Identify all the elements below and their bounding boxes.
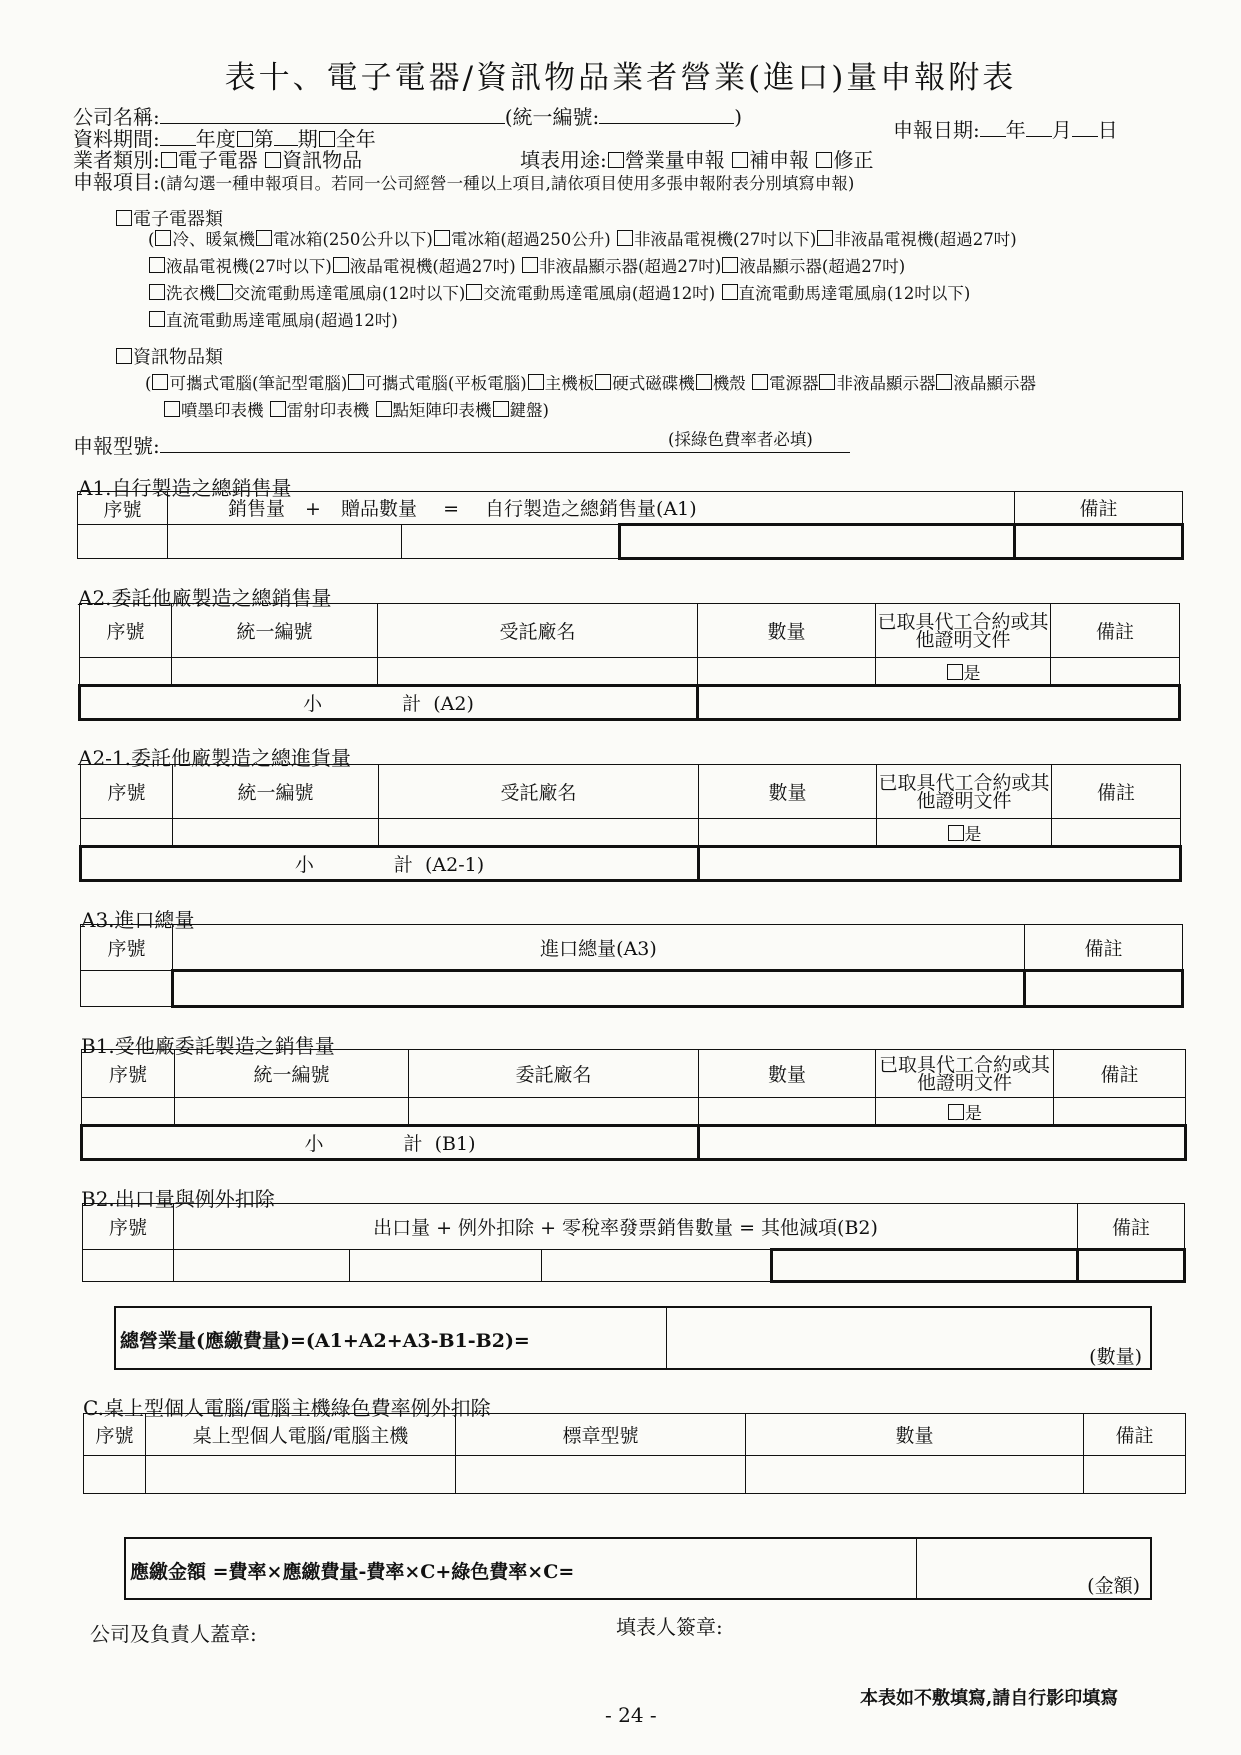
a2-title: A2.委託他廠製造之總銷售量 bbox=[78, 586, 332, 610]
period-di-label: 第 bbox=[253, 127, 274, 151]
info-item-checkbox[interactable] bbox=[936, 374, 952, 390]
total-formula: 總營業量(應繳費量)=(A1+A2+A3-B1-B2)= bbox=[120, 1330, 530, 1352]
a3-total-cell[interactable] bbox=[173, 971, 1025, 1007]
item-label: 申報項目: bbox=[73, 170, 160, 194]
a21-doc-cell bbox=[877, 819, 1052, 847]
elec-item-checkbox[interactable] bbox=[256, 230, 272, 246]
info-item-checkbox[interactable] bbox=[493, 401, 509, 417]
c-pc-header: 桌上型個人電腦/電腦主機 bbox=[146, 1414, 456, 1456]
elec-class-checkbox[interactable] bbox=[116, 210, 132, 226]
company-label: 公司名稱: bbox=[73, 105, 160, 129]
a1-sales-cell[interactable] bbox=[168, 525, 402, 559]
period-row bbox=[73, 127, 376, 150]
cat-electronic-checkbox[interactable] bbox=[161, 152, 177, 168]
a2-qty-cell[interactable] bbox=[698, 658, 876, 686]
purpose-3-checkbox[interactable] bbox=[816, 152, 832, 168]
elec-item-label: 交流電動馬達電風扇(超過12吋) bbox=[483, 284, 716, 303]
elec-item-label: 液晶顯示器(超過27吋) bbox=[739, 257, 906, 276]
b1-subtotal-label bbox=[82, 1126, 699, 1160]
info-item-label: 可攜式電腦(筆記型電腦) bbox=[169, 374, 348, 393]
a2-remark-header: 備註 bbox=[1051, 604, 1180, 658]
a1-sales-label: 銷售量 bbox=[228, 498, 286, 520]
total-value-field[interactable] bbox=[668, 1308, 1148, 1368]
b1-qty-cell[interactable] bbox=[699, 1098, 876, 1126]
date-day-field[interactable] bbox=[1072, 118, 1098, 137]
period-number-field[interactable] bbox=[274, 127, 298, 146]
elec-item-checkbox[interactable] bbox=[155, 230, 171, 246]
purpose-2-label: 補申報 bbox=[749, 148, 810, 172]
date-day-label: 日 bbox=[1097, 118, 1118, 142]
elec-item-label: 洗衣機 bbox=[166, 284, 216, 303]
b2-exception-cell[interactable] bbox=[350, 1250, 542, 1282]
purpose-row bbox=[520, 149, 873, 171]
period-full-label: 全年 bbox=[335, 127, 376, 151]
b2-zero-tax-cell[interactable] bbox=[542, 1250, 772, 1282]
a21-taxid-cell[interactable] bbox=[173, 819, 379, 847]
b1-doc-checkbox[interactable] bbox=[948, 1104, 964, 1120]
a2-seq-cell[interactable] bbox=[80, 658, 172, 686]
a21-doc-header: 已取具代工合約或其他證明文件 bbox=[877, 765, 1052, 819]
date-label: 申報日期: bbox=[893, 118, 980, 142]
period-year-field[interactable] bbox=[160, 127, 196, 146]
b1-subtotal-b: 計 bbox=[403, 1133, 423, 1155]
elec-items-line1: ( 冷、暖氣機 電冰箱(250公升以下) 電冰箱(超過250公升) 非液晶電視機(27吋以下) 非液晶電視機(超過27吋) bbox=[148, 230, 1017, 249]
b2-export-cell[interactable] bbox=[174, 1250, 350, 1282]
elec-item-label: 電冰箱(超過250公升) bbox=[450, 230, 611, 249]
date-year-field[interactable] bbox=[980, 118, 1006, 137]
a1-total-label: 自行製造之總銷售量(A1) bbox=[485, 498, 697, 520]
b1-yes-label: 是 bbox=[965, 1103, 982, 1124]
elec-items-line3 bbox=[148, 280, 970, 307]
elec-item-label: 非液晶電視機(27吋以下) bbox=[633, 230, 817, 249]
info-class-checkbox[interactable] bbox=[116, 348, 132, 364]
date-row bbox=[893, 118, 1118, 141]
c-table bbox=[83, 1413, 1186, 1494]
elec-item-label: 交流電動馬達電風扇(12吋以下) bbox=[233, 284, 466, 303]
a1-seq-cell[interactable] bbox=[78, 525, 168, 559]
b2-remark-cell[interactable] bbox=[1078, 1250, 1185, 1282]
elec-item-label: 非液晶電視機(超過27吋) bbox=[834, 230, 1017, 249]
a21-subtotal-cell[interactable] bbox=[699, 847, 1181, 881]
period-quarter-checkbox[interactable] bbox=[237, 131, 253, 147]
period-year-label: 年度 bbox=[195, 127, 236, 151]
company-row bbox=[73, 105, 742, 128]
a1-title: A1.自行製造之總銷售量 bbox=[78, 476, 292, 500]
b2-title: B2.出口量與例外扣除 bbox=[81, 1187, 275, 1211]
elec-item-label: 直流電動馬達電風扇(12吋以下) bbox=[738, 284, 971, 303]
a21-subtotal-b: 計 bbox=[393, 854, 413, 876]
copy-note: 本表如不敷填寫,請自行影印填寫 bbox=[860, 1688, 1119, 1709]
c-label-header: 標章型號 bbox=[456, 1414, 746, 1456]
c-title: C.桌上型個人電腦/電腦主機綠色費率例外扣除 bbox=[83, 1396, 491, 1420]
info-item-label: 噴墨印表機 bbox=[181, 401, 264, 420]
tax-id-close: ) bbox=[734, 105, 743, 129]
purpose-label: 填表用途: bbox=[520, 148, 607, 172]
a2-taxid-header: 統一編號 bbox=[172, 604, 378, 658]
purpose-3-label: 修正 bbox=[833, 148, 874, 172]
cat-info-checkbox[interactable] bbox=[265, 152, 281, 168]
a21-seq-cell[interactable] bbox=[81, 819, 173, 847]
elec-item-checkbox[interactable] bbox=[149, 284, 165, 300]
elec-item-checkbox[interactable] bbox=[149, 257, 165, 273]
a2-remark-cell[interactable] bbox=[1051, 658, 1180, 686]
a1-seq-header: 序號 bbox=[78, 492, 168, 525]
info-item-label: 點矩陣印表機 bbox=[392, 401, 492, 420]
info-item-label: 機殼 bbox=[712, 374, 746, 393]
info-item-label: 主機板 bbox=[544, 374, 595, 393]
b2-remark-header: 備註 bbox=[1078, 1204, 1185, 1250]
cat-electronic-label: 電子電器 bbox=[177, 148, 258, 172]
a21-remark-cell[interactable] bbox=[1052, 819, 1181, 847]
c-qty-header: 數量 bbox=[746, 1414, 1084, 1456]
b2-seq-cell[interactable] bbox=[83, 1250, 174, 1282]
a3-remark-cell[interactable] bbox=[1025, 971, 1183, 1007]
elec-item-checkbox[interactable] bbox=[434, 230, 450, 246]
a21-qty-cell[interactable] bbox=[699, 819, 877, 847]
c-remark-header: 備註 bbox=[1084, 1414, 1186, 1456]
info-item-checkbox[interactable] bbox=[164, 401, 180, 417]
b1-seq-cell[interactable] bbox=[82, 1098, 175, 1126]
b1-subtotal-a: 小 bbox=[304, 1133, 324, 1155]
c-seq-cell[interactable] bbox=[84, 1456, 146, 1494]
a21-qty-header: 數量 bbox=[699, 765, 877, 819]
info-items-line2: 噴墨印表機 雷射印表機 點矩陣印表機 鍵盤) bbox=[163, 397, 549, 424]
period-full-checkbox[interactable] bbox=[319, 131, 335, 147]
b2-formula-header: 出口量 + 例外扣除 + 零稅率發票銷售數量 = 其他減項(B2) bbox=[174, 1204, 1078, 1250]
a1-formula-header bbox=[168, 492, 1015, 525]
a2-doc-cell bbox=[876, 658, 1051, 686]
a3-table bbox=[80, 924, 1184, 1008]
a21-seq-header: 序號 bbox=[81, 765, 173, 819]
a2-table bbox=[78, 603, 1181, 721]
b1-remark-header: 備註 bbox=[1054, 1050, 1186, 1098]
info-item-label: 雷射印表機 bbox=[286, 401, 370, 420]
a1-total-cell[interactable] bbox=[620, 525, 1015, 559]
c-qty-cell[interactable] bbox=[746, 1456, 1084, 1494]
item-note: (請勾選一種申報項目。若同一公司經營一種以上項目,請依項目使用多張申報附表分別填寫申報) bbox=[159, 174, 855, 193]
a2-qty-header: 數量 bbox=[698, 604, 876, 658]
a2-doc-checkbox[interactable] bbox=[947, 664, 963, 680]
c-seq-header: 序號 bbox=[84, 1414, 146, 1456]
info-item-checkbox[interactable] bbox=[528, 374, 544, 390]
purpose-1-label: 營業量申報 bbox=[624, 148, 725, 172]
elec-item-label: 冷、暖氣機 bbox=[172, 230, 255, 249]
b1-table bbox=[80, 1049, 1187, 1161]
b1-factory-header: 委託廠名 bbox=[409, 1050, 699, 1098]
c-remark-cell[interactable] bbox=[1084, 1456, 1186, 1494]
model-label: 申報型號: bbox=[73, 434, 160, 458]
fee-box bbox=[124, 1537, 1152, 1600]
seal-label: 公司及負責人蓋章: bbox=[90, 1622, 257, 1646]
info-item-label: 可攜式電腦(平板電腦) bbox=[365, 374, 527, 393]
b2-seq-header: 序號 bbox=[83, 1204, 174, 1250]
info-class-label: 資訊物品類 bbox=[133, 347, 223, 368]
b1-taxid-cell[interactable] bbox=[175, 1098, 409, 1126]
fee-unit: (金額) bbox=[1087, 1575, 1140, 1597]
a2-doc-header: 已取具代工合約或其他證明文件 bbox=[876, 604, 1051, 658]
a21-title: A2-1.委託他廠製造之總進貨量 bbox=[78, 746, 352, 770]
elec-item-checkbox[interactable] bbox=[722, 284, 738, 300]
b1-doc-header: 已取具代工合約或其他證明文件 bbox=[876, 1050, 1054, 1098]
info-item-label: 鍵盤 bbox=[509, 401, 543, 420]
info-item-checkbox[interactable] bbox=[595, 374, 611, 390]
a2-yes-label: 是 bbox=[963, 663, 981, 684]
info-items-line1: ( 可攜式電腦(筆記型電腦) 可攜式電腦(平板電腦) 主機板 硬式磁碟機 機殼 電源器 非液晶顯示器 液晶顯示器 bbox=[145, 374, 1036, 393]
a2-factory-header: 受託廠名 bbox=[378, 604, 698, 658]
b1-factory-cell[interactable] bbox=[409, 1098, 699, 1126]
elec-item-checkbox[interactable] bbox=[217, 284, 233, 300]
purpose-1-checkbox[interactable] bbox=[608, 152, 624, 168]
a21-doc-checkbox[interactable] bbox=[948, 825, 964, 841]
elec-class-label: 電子電器類 bbox=[133, 209, 223, 230]
b1-remark-cell[interactable] bbox=[1054, 1098, 1186, 1126]
cat-info-label: 資訊物品 bbox=[282, 148, 363, 172]
a2-factory-cell[interactable] bbox=[378, 658, 698, 686]
tax-id-field[interactable] bbox=[599, 105, 734, 124]
a2-subtotal-a: 小 bbox=[303, 693, 323, 715]
a3-title: A3.進口總量 bbox=[81, 908, 195, 932]
a1-gift-label: 贈品數量 bbox=[341, 498, 418, 520]
model-note: (採綠色費率者必填) bbox=[668, 430, 813, 449]
c-label-cell[interactable] bbox=[456, 1456, 746, 1494]
elec-items-line2 bbox=[148, 253, 905, 280]
b2-table bbox=[82, 1203, 1186, 1283]
category-label: 業者類別: bbox=[73, 148, 160, 172]
filler-label: 填表人簽章: bbox=[616, 1615, 723, 1639]
elec-item-checkbox[interactable] bbox=[722, 257, 738, 273]
page-number: - 24 - bbox=[605, 1703, 657, 1727]
elec-item-label: 液晶電視機(超過27吋) bbox=[349, 257, 516, 276]
a2-seq-header: 序號 bbox=[80, 604, 172, 658]
purpose-2-checkbox[interactable] bbox=[732, 152, 748, 168]
a3-seq-cell[interactable] bbox=[81, 971, 173, 1007]
elec-item-checkbox[interactable] bbox=[466, 284, 482, 300]
elec-item-label: 非液晶顯示器(超過27吋) bbox=[539, 257, 722, 276]
elec-item-checkbox[interactable] bbox=[522, 257, 538, 273]
elec-items-line4 bbox=[148, 307, 398, 334]
info-class bbox=[115, 343, 223, 369]
b2-total-cell[interactable] bbox=[772, 1250, 1078, 1282]
a2-subtotal-b: 計 bbox=[402, 693, 422, 715]
a1-remark-header: 備註 bbox=[1015, 492, 1183, 525]
info-item-checkbox[interactable] bbox=[819, 374, 835, 390]
info-item-checkbox[interactable] bbox=[696, 374, 712, 390]
elec-item-label: 液晶電視機(27吋以下) bbox=[166, 257, 332, 276]
total-unit: (數量) bbox=[1089, 1346, 1142, 1368]
date-month-label: 月 bbox=[1051, 118, 1072, 142]
a21-subtotal-code: (A2-1) bbox=[424, 854, 485, 876]
a2-subtotal-code: (A2) bbox=[433, 693, 474, 715]
a3-seq-header: 序號 bbox=[81, 925, 173, 971]
date-month-field[interactable] bbox=[1026, 118, 1052, 137]
b1-subtotal-cell[interactable] bbox=[699, 1126, 1186, 1160]
item-row bbox=[73, 171, 854, 195]
a21-table bbox=[79, 764, 1182, 882]
total-box bbox=[114, 1306, 1152, 1370]
info-item-label: 液晶顯示器 bbox=[953, 374, 1036, 393]
b1-subtotal-code: (B1) bbox=[434, 1133, 476, 1155]
a1-equals: = bbox=[443, 498, 459, 520]
info-item-label: 非液晶顯示器 bbox=[836, 374, 936, 393]
a1-table bbox=[77, 491, 1184, 560]
a3-total-header: 進口總量(A3) bbox=[173, 925, 1025, 971]
elec-item-checkbox[interactable] bbox=[333, 257, 349, 273]
a1-gift-cell[interactable] bbox=[402, 525, 620, 559]
a3-remark-header: 備註 bbox=[1025, 925, 1183, 971]
a1-remark-cell[interactable] bbox=[1015, 525, 1183, 559]
elec-item-checkbox[interactable] bbox=[817, 230, 833, 246]
a21-subtotal-label bbox=[81, 847, 699, 881]
a21-factory-header: 受託廠名 bbox=[379, 765, 699, 819]
b1-qty-header: 數量 bbox=[699, 1050, 876, 1098]
info-item-label: 電源器 bbox=[768, 374, 819, 393]
elec-item-checkbox[interactable] bbox=[149, 311, 165, 327]
info-item-checkbox[interactable] bbox=[348, 374, 364, 390]
b1-title: B1.受他廠委託製造之銷售量 bbox=[81, 1034, 335, 1058]
tax-id-label: (統一編號: bbox=[504, 105, 600, 129]
a2-taxid-cell[interactable] bbox=[172, 658, 378, 686]
period-label: 資料期間: bbox=[73, 127, 160, 151]
info-item-checkbox[interactable] bbox=[376, 401, 392, 417]
a21-remark-header: 備註 bbox=[1052, 765, 1181, 819]
elec-item-label: 直流電動馬達電風扇(超過12吋) bbox=[166, 311, 398, 330]
a2-subtotal-label bbox=[80, 686, 698, 720]
b1-seq-header: 序號 bbox=[82, 1050, 175, 1098]
b1-doc-cell bbox=[876, 1098, 1054, 1126]
a2-subtotal-cell[interactable] bbox=[698, 686, 1180, 720]
form-title: 表十、電子電器/資訊物品業者營業(進口)量申報附表 bbox=[224, 60, 1017, 96]
a21-factory-cell[interactable] bbox=[379, 819, 699, 847]
fee-divider bbox=[916, 1539, 917, 1598]
date-year-label: 年 bbox=[1005, 118, 1026, 142]
info-item-checkbox[interactable] bbox=[270, 401, 286, 417]
elec-item-label: 電冰箱(250公升以下) bbox=[272, 230, 433, 249]
total-divider bbox=[666, 1308, 667, 1368]
info-item-checkbox[interactable] bbox=[152, 374, 168, 390]
elec-item-checkbox[interactable] bbox=[617, 230, 633, 246]
info-item-label: 硬式磁碟機 bbox=[612, 374, 695, 393]
c-pc-cell[interactable] bbox=[146, 1456, 456, 1494]
a21-yes-label: 是 bbox=[964, 824, 982, 845]
company-name-field[interactable] bbox=[160, 105, 505, 124]
b1-taxid-header: 統一編號 bbox=[175, 1050, 409, 1098]
fee-formula: 應繳金額 =費率×應繳費量-費率×C+綠色費率×C= bbox=[130, 1561, 575, 1583]
period-qi-label: 期 bbox=[297, 127, 318, 151]
info-item-checkbox[interactable] bbox=[752, 374, 768, 390]
category-row bbox=[73, 149, 362, 171]
a21-subtotal-a: 小 bbox=[294, 854, 314, 876]
a1-plus: + bbox=[305, 498, 321, 520]
a21-taxid-header: 統一編號 bbox=[173, 765, 379, 819]
